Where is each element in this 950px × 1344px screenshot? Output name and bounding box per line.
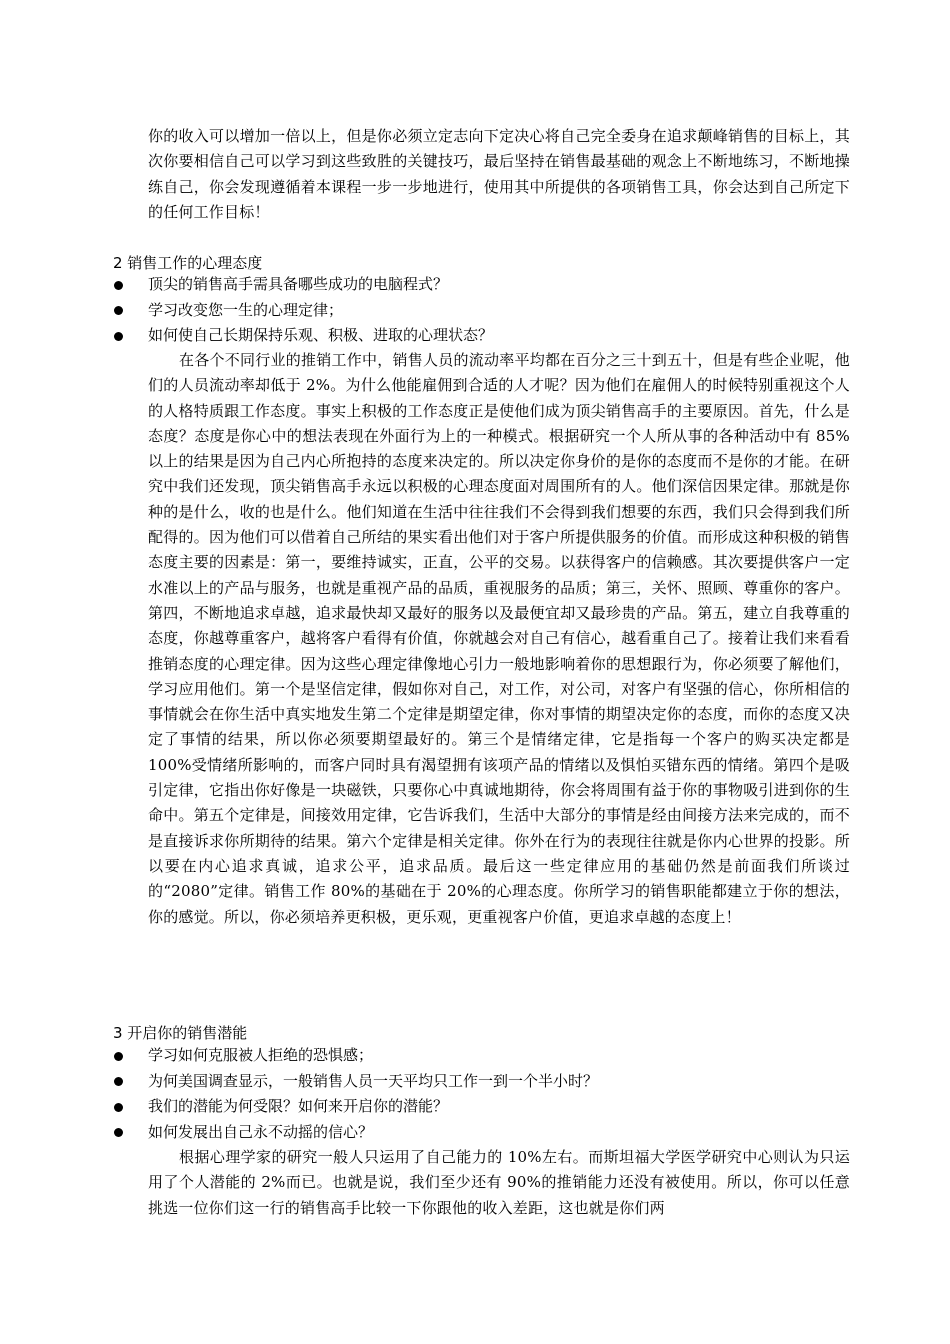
bullet-icon — [114, 332, 123, 341]
list-item-text: 顶尖的销售高手需具备哪些成功的电脑程式？ — [148, 275, 449, 293]
list-item-text: 如何使自己长期保持乐观、积极、进取的心理状态？ — [148, 326, 494, 344]
list-item — [113, 1043, 850, 1069]
list-item-text: 为何美国调查显示，一般销售人员一天平均只工作一到一个半小时？ — [148, 1071, 599, 1090]
list-item-text: 我们的潜能为何受限？如何来开启你的潜能？ — [148, 1097, 449, 1115]
section-3-heading: 3 开启你的销售潜能 — [113, 1024, 248, 1042]
bullet-icon — [114, 1128, 123, 1137]
section-2-body-paragraph: 在各个不同行业的推销工作中，销售人员的流动率平均都在百分之三十到五十，但是有些企业呢，他们的人员流动率却低于 2%。为什么他能雇佣到合适的人才呢？因为他们在雇佣人的时候特别重视这个人的人格特质跟工作态度。事实上积极的工作态度正是使他们成为顶尖销售高手的主要原因。首先，什么是态度？态度是你心中的想法表现在外面行为上的一种模式。根据研究一个人所从事的各种活动中有 85%以上的结果是因为自己内心所抱持的态度来决定的。所以决定你身价的是你的态度而不是你的才能。在研究中我们还发现，顶尖销售高手永远以积极的心理态度面对周围所有的人。他们深信因果定律。那就是你种的是什么，收的也是什么。他们知道在生活中往往我们不会得到我们想要的东西，我们只会得到我们所配得的。因为他们可以借着自己所结的果实看出他们对于客户所提供服务的价值。而形成这种积极的销售态度主要的因素是：第一，要维持诚实，正直，公平的交易。以获得客户的信赖感。其次要提供客户一定水准以上的产品与服务，也就是重视产品的品质，重视服务的品质；第三，关怀、照顾、尊重你的客户。第四，不断地追求卓越，追求最快却又最好的服务以及最便宜却又最珍贵的产品。第五，建立自我尊重的态度，你越尊重客户，越将客户看得有价值，你就越会对自己有信心，越看重自己了。接着让我们来看看推销态度的心理定律。因为这些心理定律像地心引力一般地影响着你的思想跟行为，你必须要了解他们，学习应用他们。第一个是坚信定律，假如你对自己，对工作，对公司，对客户有坚强的信心，你所相信的事情就会在你生活中真实地发生第二个定律是期望定律，你对事情的期望决定你的态度，而你的态度又决定了事情的结果，所以你必须要期望最好的。第三个是情绪定律，它是指每一个客户的购买决定都是 100%受情绪所影响的，而客户同时具有渴望拥有该项产品的情绪以及惧怕买错东西的情绪。第四个是吸引定律，它指出你好像是一块磁铁，只要你心中真诚地期待，你会将周围有益于你的事物吸引进到你的生命中。第五个定律是，间接效用定律，它告诉我们，生活中大部分的事情是经由间接方法来完成的，而不是直接诉求你所期待的结果。第六个定律是相关定律。你外在行为的表现往往就是你内心世界的投影。所以要在内心追求真诚，追求公平，追求品质。最后这一些定律应用的基础仍然是前面我们所谈过的“2080”定律。销售工作 80%的基础在于 20%的心理态度。你所学习的销售职能都建立于你的想法，你的感觉。所以，你必须培养更积极，更乐观，更重视客户价值，更追求卓越的态度上！ — [148, 351, 850, 926]
list-item — [113, 298, 850, 324]
list-item-text: 如何发展出自己永不动摇的信心？ — [148, 1122, 374, 1141]
bullet-icon — [114, 281, 123, 290]
list-item — [113, 323, 850, 349]
section-2-bullet-list — [113, 272, 850, 349]
list-item-text: 学习如何克服被人拒绝的恐惧感； — [148, 1046, 374, 1064]
section-2-heading: 2 销售工作的心理态度 — [113, 254, 263, 272]
bullet-icon — [114, 1052, 123, 1061]
list-item — [113, 1069, 850, 1095]
bullet-icon — [114, 1103, 123, 1112]
bullet-icon — [114, 306, 123, 315]
intro-paragraph: 你的收入可以增加一倍以上，但是你必须立定志向下定决心将自己完全委身在追求颠峰销售的目标上，其次你要相信自己可以学习到这些致胜的关键技巧，最后坚持在销售最基础的观念上不断地练习，不断地操练自己，你会发现遵循着本课程一步一步地进行，使用其中所提供的各项销售工具，你会达到自己所定下的任何工作目标！ — [148, 127, 850, 221]
list-item — [113, 1094, 850, 1120]
list-item — [113, 272, 850, 298]
section-3-bullet-list — [113, 1043, 850, 1145]
bullet-icon — [114, 1077, 123, 1086]
section-3-body-paragraph: 根据心理学家的研究一般人只运用了自己能力的 10%左右。而斯坦福大学医学研究中心则认为只运用了个人潜能的 2%而已。也就是说，我们至少还有 90%的推销能力还没有被使用。所以，你可以任意挑选一位你们这一行的销售高手比较一下你跟他的收入差距，这也就是你们两 — [148, 1148, 850, 1217]
list-item-text: 学习改变您一生的心理定律； — [148, 300, 344, 319]
list-item — [113, 1120, 850, 1146]
